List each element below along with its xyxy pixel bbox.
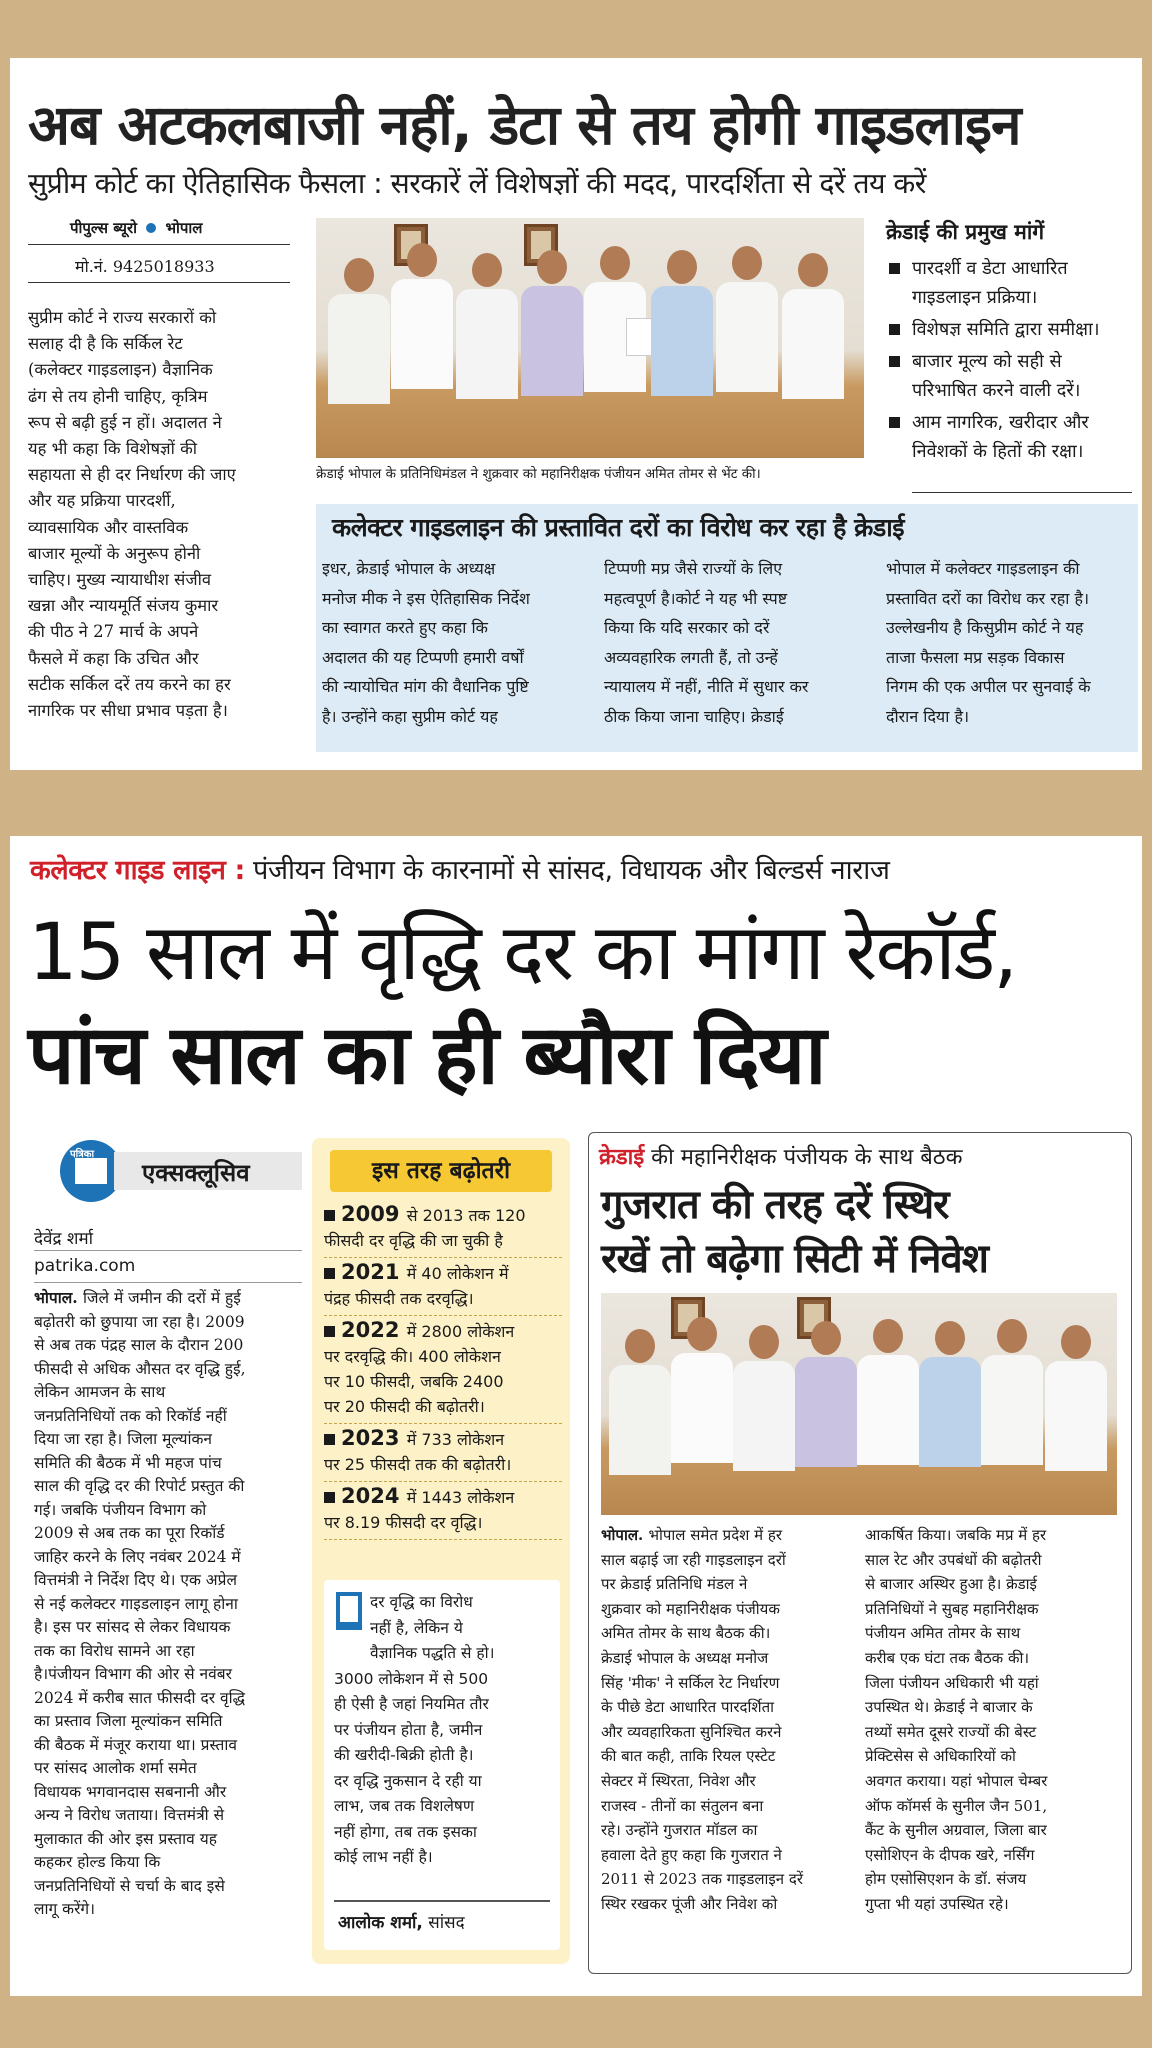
byline-divider-2 xyxy=(28,282,290,283)
box-line: ठीक किया जाना चाहिए। क्रेडाई xyxy=(604,706,784,726)
side-line: तथ्यों समेत दूसरे राज्यों की बेस्ट xyxy=(865,1722,1037,1741)
side-line xyxy=(601,1548,851,1573)
body-line: बाजार मूल्यों के अनुरूप होनी xyxy=(28,543,201,563)
stat-year: 2023 xyxy=(341,1426,407,1450)
stat-text: फीसदी दर वृद्धि की जा चुकी है xyxy=(324,1231,503,1250)
quote-attribution xyxy=(338,1910,465,1933)
side-line xyxy=(601,1671,851,1696)
quote-author: आलोक शर्मा, xyxy=(338,1913,423,1933)
box-line: प्रस्तावित दरों का विरोध कर रहा है। xyxy=(886,588,1090,608)
byline-divider xyxy=(28,244,290,245)
side-kicker xyxy=(599,1141,962,1171)
body-text: जाहिर करने के लिए नवंबर 2024 में xyxy=(34,1547,241,1566)
stat-line xyxy=(324,1369,562,1394)
side-text: स्थिर रखकर पूंजी और निवेश को xyxy=(601,1894,778,1913)
side-text: रहे। उन्होंने गुजरात मॉडल का xyxy=(601,1821,758,1840)
stat-text: में 2800 लोकेशन xyxy=(406,1322,515,1341)
stat-text: पर दरवृद्धि की। 400 लोकेशन xyxy=(324,1347,501,1366)
body-text: पर सांसद आलोक शर्मा समेत xyxy=(34,1759,197,1777)
stat-line xyxy=(324,1510,562,1535)
headline-1: अब अटकलबाजी नहीं, डेटा से तय होगी गाइडलाइन xyxy=(28,93,1021,157)
stat-line xyxy=(324,1318,562,1344)
exclusive-label: एक्सक्लूसिव xyxy=(142,1159,250,1187)
stat-year: 2024 xyxy=(341,1484,407,1508)
body-line xyxy=(34,1286,302,1311)
body-line xyxy=(34,1593,302,1617)
dateline: भोपाल. xyxy=(34,1288,84,1307)
byline-name: पीपुल्स ब्यूरो xyxy=(70,219,137,237)
box-line: निगम की एक अपील पर सुनवाई के xyxy=(886,677,1091,696)
stat-line xyxy=(324,1202,562,1228)
demand-item xyxy=(886,408,1136,466)
body-line xyxy=(34,1781,302,1805)
credai-meeting-story xyxy=(588,1132,1132,1974)
body-line: फैसले में कहा कि उचित और xyxy=(28,648,199,668)
side-text: पर क्रेडाई प्रतिनिधि मंडल ने xyxy=(601,1575,748,1594)
box-line: मनोज मीक ने इस ऐतिहासिक निर्देश xyxy=(322,588,530,608)
demands-divider xyxy=(912,492,1132,493)
stat-item xyxy=(324,1258,562,1316)
stats-panel xyxy=(312,1138,570,1964)
side-line: साल रेट और उपबंधों की बढ़ोतरी xyxy=(865,1550,1042,1569)
box-title: कलेक्टर गाइडलाइन की प्रस्तावित दरों का विरोध कर रहा है क्रेडाई xyxy=(332,513,904,542)
box-line: भोपाल में कलेक्टर गाइडलाइन की xyxy=(886,559,1080,578)
bullet-square-icon xyxy=(324,1210,335,1221)
stat-year: 2022 xyxy=(341,1318,407,1342)
body-line: व्यावसायिक और वास्तविक xyxy=(28,517,189,537)
side-text: अमित तोमर के साथ बैठक की। xyxy=(601,1624,771,1643)
body-line xyxy=(34,1757,302,1781)
body-line xyxy=(34,1428,302,1452)
bullet-square-icon xyxy=(324,1268,335,1279)
stats-list xyxy=(324,1200,562,1540)
body-line: सलाह दी है कि सर्किल रेट xyxy=(28,334,183,354)
side-text: हवाला देते हुए कहा कि गुजरात ने xyxy=(601,1845,782,1864)
body-line: और यह प्रक्रिया पारदर्शी, xyxy=(28,491,176,511)
body-line xyxy=(34,1710,302,1734)
side-headline-line1: गुजरात की तरह दरें स्थिर xyxy=(601,1182,949,1228)
body-text: 2009 से अब तक का पूरा रिकॉर्ड xyxy=(34,1524,225,1542)
side-line xyxy=(601,1621,851,1646)
mobile-number: मो.नं. 9425018933 xyxy=(75,257,215,276)
body-line xyxy=(34,1546,302,1570)
stat-line xyxy=(324,1344,562,1369)
body-text: है।पंजीयन विभाग की ओर से नवंबर xyxy=(34,1665,232,1683)
box-line: इधर, क्रेडाई भोपाल के अध्यक्ष xyxy=(322,559,496,578)
stat-text: पर 8.19 फीसदी दर वृद्धि। xyxy=(324,1513,483,1532)
body-line: नागरिक पर सीधा प्रभाव पड़ता है। xyxy=(28,701,228,721)
side-kicker-red: क्रेडाई xyxy=(599,1145,645,1170)
box-column-2 xyxy=(604,554,872,731)
kicker-red: कलेक्टर गाइड लाइन : xyxy=(30,855,245,886)
body-line xyxy=(34,1898,302,1922)
quote-line: वैज्ञानिक पद्धति से हो। xyxy=(370,1644,495,1662)
credai-protest-box xyxy=(316,504,1138,752)
body-line xyxy=(34,1381,302,1405)
side-line xyxy=(601,1769,851,1794)
quote-line: पर पंजीयन होता है, जमीन xyxy=(334,1720,483,1739)
quote-line: दर वृद्धि का विरोध xyxy=(370,1593,473,1611)
photo-caption-1: क्रेडाई भोपाल के प्रतिनिधिमंडल ने शुक्रवार को महानिरीक्षक पंजीयन अमित तोमर से भेंट की। xyxy=(316,466,761,482)
body-text: समिति की बैठक में भी महज पांच xyxy=(34,1453,222,1472)
side-line xyxy=(601,1867,851,1892)
side-line: ऑफ कॉमर्स के सुनील जैन 501, xyxy=(865,1796,1048,1815)
stat-line xyxy=(324,1286,562,1311)
side-line: प्रतिनिधियों ने सुबह महानिरीक्षक xyxy=(865,1599,1039,1618)
body-text: गई। जबकि पंजीयन विभाग को xyxy=(34,1500,207,1519)
demand-item xyxy=(886,347,1136,405)
side-line xyxy=(601,1695,851,1720)
stat-line xyxy=(324,1426,562,1452)
body-text: की बैठक में मंजूर कराया था। प्रस्ताव xyxy=(34,1735,237,1754)
body-line xyxy=(34,1311,302,1335)
body-text: अन्य ने विरोध जताया। वित्तमंत्री से xyxy=(34,1806,225,1824)
side-line: उपस्थित थे। क्रेडाई ने बाजार के xyxy=(865,1698,1033,1717)
side-text: राजस्व - तीनों का संतुलन बना xyxy=(601,1796,764,1815)
box-line: दौरान दिया है। xyxy=(886,706,970,726)
body-line: यह भी कहा कि विशेषज्ञों की xyxy=(28,439,198,459)
stat-item xyxy=(324,1316,562,1424)
side-line xyxy=(601,1646,851,1671)
quote-line: 3000 लोकेशन में से 500 xyxy=(334,1669,489,1688)
body-text: लागू करेंगे। xyxy=(34,1900,96,1918)
article-2-body xyxy=(34,1286,302,1922)
body-text: है। इस पर सांसद से लेकर विधायक xyxy=(34,1618,231,1636)
body-line: खन्ना और न्यायमूर्ति संजय कुमार xyxy=(28,596,219,616)
stat-item xyxy=(324,1200,562,1258)
body-text: मुलाकात की ओर इस प्रस्ताव यह xyxy=(34,1829,217,1848)
box-line: उल्लेखनीय है किसुप्रीम कोर्ट ने यह xyxy=(886,618,1084,637)
side-headline-line2: रखें तो बढ़ेगा सिटी में निवेश xyxy=(601,1236,988,1282)
quote-line: कोई लाभ नहीं है। xyxy=(334,1848,433,1866)
box-line: महत्वपूर्ण है।कोर्ट ने यह भी स्पष्ट xyxy=(604,588,788,608)
side-line xyxy=(601,1572,851,1597)
side-line: से बाजार अस्थिर हुआ है। क्रेडाई xyxy=(865,1575,1037,1594)
side-line: पंजीयन अमित तोमर के साथ xyxy=(865,1624,1021,1643)
side-line xyxy=(601,1744,851,1769)
demand-line: परिभाषित करने वाली दरें। xyxy=(912,380,1081,401)
demand-line: विशेषज्ञ समिति द्वारा समीक्षा। xyxy=(912,319,1100,340)
body-line: चाहिए। मुख्य न्यायाधीश संजीव xyxy=(28,570,212,590)
demands-list xyxy=(886,254,1136,469)
side-line xyxy=(601,1794,851,1819)
side-line xyxy=(601,1597,851,1622)
body-line: सटीक सर्किल दरें तय करने का हर xyxy=(28,674,231,694)
stat-text: पर 25 फीसदी तक की बढ़ोतरी। xyxy=(324,1455,512,1474)
quote-line: नहीं है, लेकिन ये xyxy=(370,1618,463,1637)
subheadline-1: सुप्रीम कोर्ट का ऐतिहासिक फैसला : सरकारें लें विशेषज्ञों की मदद, पारदर्शिता से दरें तय करें xyxy=(28,167,926,200)
body-line: की पीठ ने 27 मार्च के अपने xyxy=(28,622,199,642)
demand-item xyxy=(886,315,1136,344)
body-text: वित्तमंत्री ने निर्देश दिए थे। एक अप्रेल xyxy=(34,1571,237,1589)
stat-text: पर 20 फीसदी की बढ़ोतरी। xyxy=(324,1397,485,1416)
box-column-1 xyxy=(322,554,590,731)
body-line xyxy=(34,1405,302,1429)
side-line xyxy=(601,1892,851,1917)
box-line: की न्यायोचित मांग की वैधानिक पुष्टि xyxy=(322,677,529,696)
body-text: से नई कलेक्टर गाइडलाइन लागू होना xyxy=(34,1594,238,1613)
body-line xyxy=(34,1687,302,1711)
box-line: ताजा फैसला मप्र सड़क विकास xyxy=(886,647,1065,667)
side-text: क्रेडाई भोपाल के अध्यक्ष मनोज xyxy=(601,1648,769,1667)
byline-place: भोपाल xyxy=(165,219,203,237)
box-line: है। उन्होंने कहा सुप्रीम कोर्ट यह xyxy=(322,706,498,726)
dot-icon xyxy=(146,223,156,233)
body-line xyxy=(34,1875,302,1899)
headline-2-line1: 15 साल में वृद्धि दर का मांगा रेकॉर्ड, xyxy=(28,908,1017,998)
side-line: अवगत कराया। यहां भोपाल चेम्बर xyxy=(865,1771,1048,1790)
stat-text: में 1443 लोकेशन xyxy=(406,1488,515,1507)
side-text: और व्यवहारिकता सुनिश्चित करने xyxy=(601,1722,782,1741)
quote-line: ही ऐसी है जहां नियमित तौर xyxy=(334,1695,489,1713)
body-line xyxy=(34,1499,302,1523)
box-column-3 xyxy=(886,554,1138,731)
bullet-square-icon xyxy=(324,1326,335,1337)
side-line xyxy=(601,1843,851,1868)
stat-text: पर 10 फीसदी, जबकि 2400 xyxy=(324,1372,504,1391)
body-line xyxy=(34,1616,302,1640)
quote-box xyxy=(324,1580,560,1950)
body-text: से अब तक पंद्रह साल के दौरान 200 xyxy=(34,1336,244,1354)
stat-line xyxy=(324,1394,562,1419)
stat-item xyxy=(324,1424,562,1482)
body-text: 2024 में करीब सात फीसदी दर वृद्धि xyxy=(34,1688,245,1707)
body-line: ढंग से तय होनी चाहिए, कृत्रिम xyxy=(28,386,208,406)
side-text: की बात कही, ताकि रियल एस्टेट xyxy=(601,1747,776,1766)
body-line: (कलेक्टर गाइडलाइन) वैज्ञानिक xyxy=(28,360,213,380)
stat-year: 2021 xyxy=(341,1260,407,1284)
stat-line xyxy=(324,1452,562,1477)
stat-year: 2009 xyxy=(341,1202,407,1226)
exclusive-tag xyxy=(34,1138,302,1192)
box-line: न्यायालय में नहीं, नीति में सुधार कर xyxy=(604,677,809,696)
body-text: दिया जा रहा है। जिला मूल्यांकन xyxy=(34,1430,212,1448)
demand-line: आम नागरिक, खरीदार और xyxy=(912,412,1089,433)
side-text: सिंह 'मीक' ने सर्किल रेट निर्धारण xyxy=(601,1673,780,1692)
quote-line: नहीं होगा, तब तक इसका xyxy=(334,1822,477,1841)
body-line: सहायता से ही दर निर्धारण की जाए xyxy=(28,465,236,485)
demand-line: पारदर्शी व डेटा आधारित xyxy=(912,258,1068,279)
body-line: सुप्रीम कोर्ट ने राज्य सरकारों को xyxy=(28,308,217,327)
body-text: तक का विरोध सामने आ रहा xyxy=(34,1641,195,1660)
demand-line: बाजार मूल्य को सही से xyxy=(912,351,1062,372)
delegation-photo-1 xyxy=(316,218,864,458)
side-line: गुप्ता भी यहां उपस्थित रहे। xyxy=(865,1894,1009,1913)
site: patrika.com xyxy=(34,1256,136,1276)
side-column-2 xyxy=(865,1523,1119,1917)
side-text: सेक्टर में स्थिरता, निवेश और xyxy=(601,1771,756,1790)
body-line xyxy=(34,1452,302,1476)
quote-line: की खरीदी-बिक्री होती है। xyxy=(334,1746,474,1764)
box-line: किया कि यदि सरकार को दरें xyxy=(604,618,770,637)
body-line xyxy=(34,1475,302,1499)
side-kicker-rest: की महानिरीक्षक पंजीयक के साथ बैठक xyxy=(651,1145,963,1170)
quote-line: दर वृद्धि नुकसान दे रही या xyxy=(334,1771,482,1790)
side-line: आकर्षित किया। जबकि मप्र में हर xyxy=(865,1526,1047,1544)
quote-role: सांसद xyxy=(428,1913,465,1933)
side-text: भोपाल समेत प्रदेश में हर xyxy=(648,1526,782,1544)
bullet-square-icon xyxy=(324,1434,335,1445)
headline-2-line2: पांच साल का ही ब्यौरा दिया xyxy=(28,1008,825,1103)
body-line xyxy=(34,1358,302,1382)
side-dateline: भोपाल. xyxy=(601,1526,649,1544)
kicker-2 xyxy=(30,850,889,887)
stat-text: में 733 लोकेशन xyxy=(406,1430,505,1449)
side-line: कैंट के सुनील अग्रवाल, जिला बार xyxy=(865,1821,1047,1840)
stats-title: इस तरह बढ़ोतरी xyxy=(330,1150,552,1192)
stat-line xyxy=(324,1484,562,1510)
body-text: जनप्रतिनिधियों तक को रिकॉर्ड नहीं xyxy=(34,1406,227,1425)
body-line xyxy=(34,1734,302,1758)
stat-line xyxy=(324,1228,562,1253)
body-text: कहकर होल्ड किया कि xyxy=(34,1853,161,1871)
body-line xyxy=(34,1640,302,1664)
body-text: बढ़ोतरी को छुपाया जा रहा है। 2009 xyxy=(34,1312,245,1331)
body-line xyxy=(34,1663,302,1687)
side-line: जिला पंजीयन अधिकारी भी यहां xyxy=(865,1673,1039,1692)
demand-item xyxy=(886,254,1136,312)
side-line: एसोशिएन के दीपक खरे, नर्सिंग xyxy=(865,1845,1035,1864)
side-column-1 xyxy=(601,1523,851,1917)
side-line: होम एसोसिएशन के डॉ. संजय xyxy=(865,1870,1027,1889)
side-line xyxy=(601,1523,851,1548)
body-line xyxy=(34,1828,302,1852)
news-clipping-2 xyxy=(10,836,1142,1996)
stat-text: पंद्रह फीसदी तक दरवृद्धि। xyxy=(324,1289,474,1308)
quote-text xyxy=(334,1590,556,1871)
delegation-photo-2 xyxy=(601,1293,1117,1515)
logo-text: पत्रिका xyxy=(70,1149,95,1160)
side-line xyxy=(601,1720,851,1745)
byline xyxy=(70,218,285,238)
body-line xyxy=(34,1804,302,1828)
body-line xyxy=(34,1851,302,1875)
patrika-logo-icon xyxy=(60,1140,122,1202)
demands-title: क्रेडाई की प्रमुख मांगें xyxy=(886,220,1045,244)
body-line xyxy=(34,1522,302,1546)
box-line: का स्वागत करते हुए कहा कि xyxy=(322,618,488,637)
body-line: रूप से बढ़ी हुई न हों। अदालत ने xyxy=(28,412,222,432)
document-sheet xyxy=(626,318,652,356)
body-text: लेकिन आमजन के साथ xyxy=(34,1383,166,1401)
stat-line xyxy=(324,1260,562,1286)
side-line: प्रेक्टिसेस से अधिकारियों को xyxy=(865,1747,1016,1766)
author: देवेंद्र शर्मा xyxy=(34,1229,94,1249)
stat-text: से 2013 तक 120 xyxy=(406,1206,526,1225)
side-text: साल बढ़ाई जा रही गाइडलाइन दरों xyxy=(601,1550,786,1569)
quote-line: लाभ, जब तक विशलेषण xyxy=(334,1797,475,1815)
body-text: जनप्रतिनिधियों से चर्चा के बाद इसे xyxy=(34,1876,225,1895)
stat-text: में 40 लोकेशन में xyxy=(406,1264,509,1283)
box-line: अव्यवहारिक लगती हैं, तो उन्हें xyxy=(604,647,778,667)
side-line xyxy=(601,1818,851,1843)
demand-line: गाइडलाइन प्रक्रिया। xyxy=(912,287,1038,308)
news-clipping-1 xyxy=(10,58,1142,770)
body-text: फीसदी से अधिक औसत दर वृद्धि हुई, xyxy=(34,1359,246,1378)
body-text: विधायक भगवानदास सबनानी और xyxy=(34,1782,227,1801)
side-text: के पीछे डेटा आधारित पारदर्शिता xyxy=(601,1698,775,1717)
box-line: टिप्पणी मप्र जैसे राज्यों के लिए xyxy=(604,559,783,578)
body-line xyxy=(34,1569,302,1593)
side-text: शुक्रवार को महानिरीक्षक पंजीयक xyxy=(601,1599,780,1618)
article-1-body xyxy=(28,305,290,724)
body-text: साल की वृद्धि दर की रिपोर्ट प्रस्तुत की xyxy=(34,1477,245,1495)
body-text: का प्रस्ताव जिला मूल्यांकन समिति xyxy=(34,1712,223,1730)
box-line: अदालत की यह टिप्पणी हमारी वर्षों xyxy=(322,647,524,667)
demand-line: निवेशकों के हितों की रक्षा। xyxy=(912,441,1084,462)
body-line xyxy=(34,1334,302,1358)
kicker-rest: पंजीयन विभाग के कारनामों से सांसद, विधायक और बिल्डर्स नाराज xyxy=(253,855,890,886)
stat-item xyxy=(324,1482,562,1540)
side-text: 2011 से 2023 तक गाइडलाइन दरें xyxy=(601,1870,803,1889)
body-text: जिले में जमीन की दरों में हुई xyxy=(83,1289,241,1307)
bullet-square-icon xyxy=(324,1492,335,1503)
side-line: करीब एक घंटा तक बैठक की। xyxy=(865,1648,1030,1667)
